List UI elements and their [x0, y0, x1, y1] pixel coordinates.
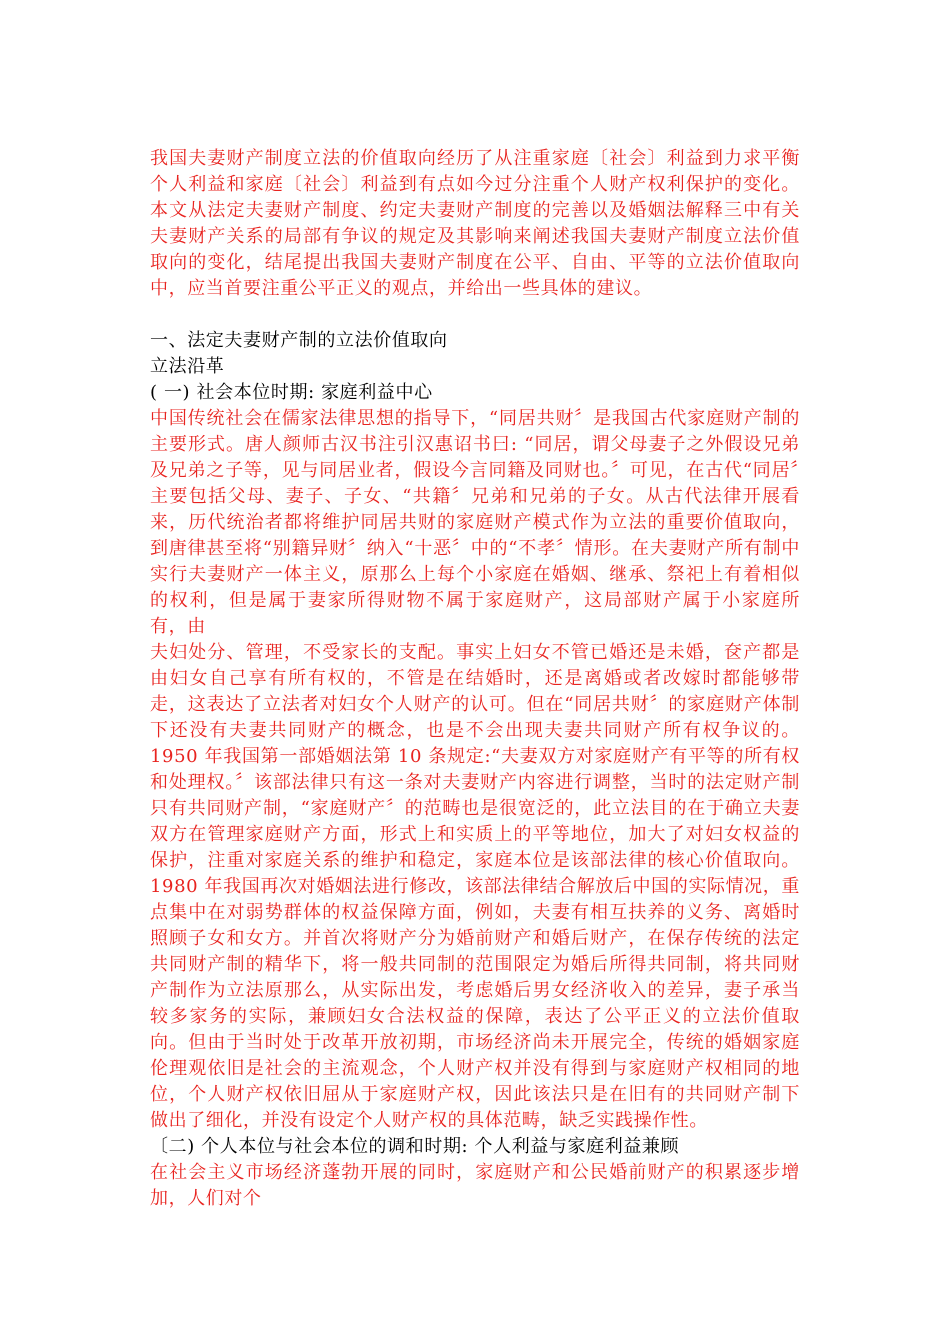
period1-paragraph-1: 中国传统社会在儒家法律思想的指导下，“同居共财〞是我国古代家庭财产制的主要形式。唐人颜师古汉书注引汉惠诏书曰: “同居，谓父母妻子之外假设兄弟及兄弟之子等，见与同居业者，假设今言同籍及同财也。〞可见，在古代“同居〞主要包括父母、妻子、子女、“共籍〞兄弟和兄弟的子女。从古代法律开展看来，历代统治者都将维护同居共财的家庭财产模式作为立法的重要价值取向，到唐律甚至将“别籍异财〞纳入“十恶〞中的“不孝〞情形。在夫妻财产所有制中实行夫妻财产一体主义，原那么上每个小家庭在婚姻、继承、祭祀上有着相似的权利，但是属于妻家所得财物不属于家庭财产，这局部财产属于小家庭所有，由 [150, 408, 800, 637]
period1-heading: ( 一) 社会本位时期: 家庭利益中心 [150, 382, 433, 403]
abstract-paragraph: 我国夫妻财产制度立法的价值取向经历了从注重家庭〔社会〕利益到力求平衡个人利益和家庭〔社会〕利益到有点如今过分注重个人财产权利保护的变化。本文从法定夫妻财产制度、约定夫妻财产制度的完善以及婚姻法解释三中有关夫妻财产关系的局部有争议的规定及其影响来阐述我国夫妻财产制度立法价值取向的变化，结尾提出我国夫妻财产制度在公平、自由、平等的立法价值取向中，应当首要注重公平正义的观点，并给出一些具体的建议。 [150, 148, 800, 299]
period2-paragraph: 在社会主义市场经济蓬勃开展的同时，家庭财产和公民婚前财产的积累逐步增加，人们对个 [150, 1162, 800, 1209]
paragraph-gap [150, 302, 800, 328]
document-page [150, 146, 800, 1212]
period2-heading: 〔二) 个人本位与社会本位的调和时期: 个人利益与家庭利益兼顾 [150, 1136, 680, 1157]
section-heading: 一、法定夫妻财产制的立法价值取向 [150, 330, 448, 351]
subheading-history: 立法沿革 [150, 356, 225, 377]
period1-paragraph-2: 夫妇处分、管理，不受家长的支配。事实上妇女不管已婚还是未婚，奁产都是由妇女自己享有所有权的，不管是在结婚时，还是离婚或者改嫁时都能够带走，这表达了立法者对妇女个人财产的认可。但在“同居共财〞的家庭财产体制下还没有夫妻共同财产的概念，也是不会出现夫妻共同财产所有权争议的。1950 年我国第一部婚姻法第 10 条规定:“夫妻双方对家庭财产有平等的所有权和处理权。〞该部法律只有这一条对夫妻财产内容进行调整，当时的法定财产制只有共同财产制，“家庭财产〞的范畴也是很宽泛的，此立法目的在于确立夫妻双方在管理家庭财产方面，形式上和实质上的平等地位，加大了对妇女权益的保护，注重对家庭关系的维护和稳定，家庭本位是该部法律的核心价值取向。1980 年我国再次对婚姻法进行修改，该部法律结合解放后中国的实际情况，重点集中在对弱势群体的权益保障方面，例如，夫妻有相互扶养的义务、离婚时照顾子女和女方。并首次将财产分为婚前财产和婚后财产，在保存传统的法定共同财产制的精华下，将一般共同制的范围限定为婚后所得共同制，将共同财产制作为立法原那么，从实际出发，考虑婚后男女经济收入的差异，妻子承当较多家务的实际，兼顾妇女合法权益的保障，表达了公平正义的立法价值取向。但由于当时处于改革开放初期，市场经济尚未开展完全，传统的婚姻家庭伦理观依旧是社会的主流观念，个人财产权并没有得到与家庭财产权相同的地位，个人财产权依旧屈从于家庭财产权，因此该法只是在旧有的共同财产制下做出了细化，并没有设定个人财产权的具体范畴，缺乏实践操作性。 [150, 642, 800, 1131]
